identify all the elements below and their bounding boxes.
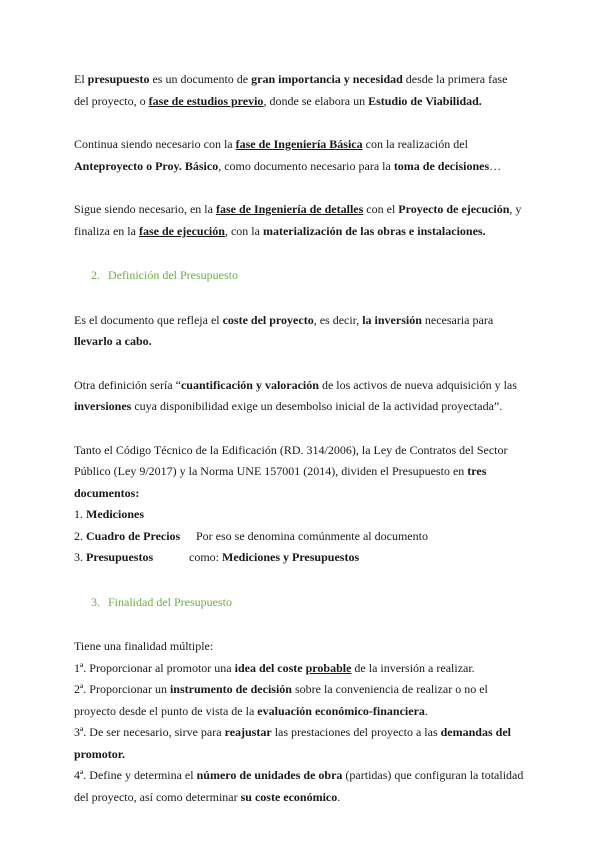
text: 2ª. Proporcionar un [74, 682, 170, 696]
intro-paragraph-1 [74, 69, 524, 112]
finalidad-intro: Tiene una finalidad múltiple: [74, 639, 214, 653]
bold-text: gran importancia y necesidad [251, 72, 403, 86]
definition-paragraph-3 [74, 440, 524, 505]
bold-text: su coste económico [240, 789, 338, 804]
text: cuya disponibilidad exige un desembolso inicial de la actividad proyectada”. [131, 399, 503, 413]
bold-text: número de unidades de obra [196, 768, 343, 782]
bold-text: inversiones [74, 399, 132, 413]
text: Otra definición sería “ [74, 377, 181, 392]
bold-text: Anteproyecto o Proy. Básico [74, 158, 219, 173]
finalidad-item-3 [74, 722, 524, 765]
text: , como documento necesario para la [218, 158, 394, 173]
bold-text: la inversión [362, 312, 422, 327]
text: de la inversión a realizar. [351, 660, 475, 675]
text: Es el documento que refleja el [74, 312, 223, 327]
definition-paragraph-2 [74, 375, 524, 418]
list-number: 1. [74, 507, 86, 521]
text: Sigue siendo necesario, en la [74, 202, 216, 216]
text: El [74, 72, 88, 86]
text: las prestaciones del proyecto a las [271, 725, 441, 739]
list-item-mediciones [74, 504, 524, 526]
text: 1ª. Proporcionar al promotor una [74, 660, 235, 675]
text: con la realización del [362, 137, 468, 151]
bold-text: evaluación económico-financiera [257, 703, 425, 718]
text: desde la primera fase del proyecto, o [74, 72, 508, 108]
text: con el [363, 202, 399, 216]
bold-text: materialización de las obras e instalaciones. [262, 223, 486, 238]
text: Tanto el Código Técnico de la Edificación (RD. 314/2006), la Ley de Contratos del Sector Público (Ley 9/2017) y la Norma UNE 157001 (2014), dividen el Presupuesto en [74, 442, 508, 478]
bold-text: Mediciones y Presupuestos [222, 550, 360, 564]
text: … [489, 158, 502, 173]
side-note: Por eso se denomina comúnmente al documento [196, 528, 428, 543]
section-number: 3. [91, 594, 100, 609]
bold-text: Mediciones [86, 507, 144, 521]
underlined-term: fase de Ingeniería de detalles [215, 202, 364, 216]
text: . [337, 789, 341, 804]
bold-text: instrumento de decisión [169, 682, 292, 696]
underlined-term: fase de estudios previo [148, 93, 264, 108]
list-item-cuadro-precios [74, 526, 524, 548]
bold-text: Presupuestos [86, 550, 154, 564]
text: , y finaliza en la [74, 202, 522, 238]
text: . [424, 703, 428, 718]
underlined-term: fase de ejecución [138, 223, 225, 238]
underlined-term: fase de Ingeniería Básica [235, 137, 363, 151]
bold-text: Estudio de Viabilidad. [368, 93, 482, 108]
bold-text: Proyecto de ejecución [398, 202, 510, 216]
text: necesaria para [421, 312, 494, 327]
bold-text: toma de decisiones [393, 158, 490, 173]
bold-text: llevarlo a cabo. [74, 334, 152, 348]
text: como: [189, 550, 222, 564]
bold-text: tres documentos: [74, 464, 487, 500]
text: sobre la conveniencia de realizar o no el proyecto desde el punto de vista de la [74, 682, 488, 718]
text: 3ª. De ser necesario, sirve para [74, 725, 225, 739]
definition-paragraph-1 [74, 310, 524, 353]
text: , con la [224, 223, 263, 238]
text: 4ª. Define y determina el [74, 768, 197, 782]
intro-paragraph-3 [74, 199, 524, 242]
text: Continua siendo necesario con la [74, 137, 236, 151]
text: , donde se elabora un [263, 93, 369, 108]
bold-text: presupuesto [87, 72, 150, 86]
section-heading-definicion [91, 265, 524, 287]
section-number: 2. [91, 268, 100, 282]
bold-text: coste del proyecto [222, 312, 314, 327]
section-title: Finalidad del Presupuesto [108, 594, 232, 609]
finalidad-item-4 [74, 765, 524, 808]
intro-paragraph-2 [74, 134, 524, 177]
bold-text: idea del coste [234, 660, 306, 675]
list-number: 3. [74, 550, 86, 564]
finalidad-item-2 [74, 679, 524, 722]
text: , es decir, [313, 312, 363, 327]
text: (partidas) que configuran la totalidad del proyecto, así como determinar [74, 768, 524, 804]
list-item-presupuestos [74, 547, 524, 569]
list-number: 2. [74, 528, 86, 543]
text: es un documento de [149, 72, 252, 86]
bold-text: Cuadro de Precios [86, 528, 181, 543]
bold-text: demandas del promotor. [74, 725, 511, 761]
underlined-term: probable [305, 660, 352, 675]
text: de los activos de nueva adquisición y las [318, 377, 517, 392]
bold-text: reajustar [224, 725, 272, 739]
section-heading-finalidad [91, 592, 524, 614]
finalidad-item-1 [74, 658, 524, 680]
bold-text: cuantificación y valoración [180, 377, 319, 392]
section-title: Definición del Presupuesto [108, 268, 238, 282]
